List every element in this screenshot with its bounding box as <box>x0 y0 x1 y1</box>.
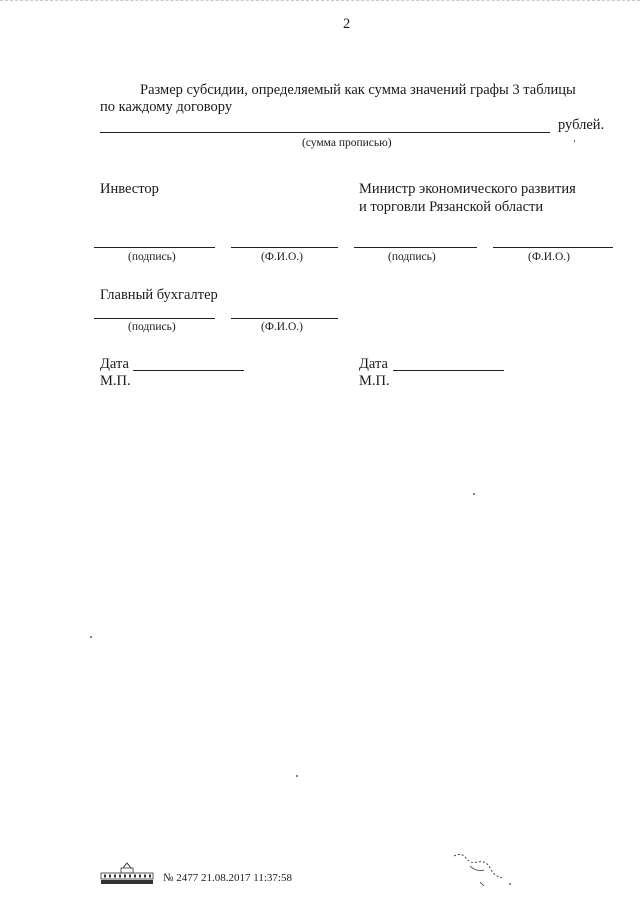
right-seal-label: М.П. <box>359 373 390 389</box>
accountant-signature-line <box>94 318 215 319</box>
subsidy-text-line1: Размер субсидии, определяемый как сумма значений графы 3 таблицы <box>140 82 576 98</box>
investor-signature-caption: (подпись) <box>128 251 176 263</box>
right-date-line <box>393 370 504 371</box>
minister-signature-caption: (подпись) <box>388 251 436 263</box>
scan-speck <box>296 775 298 777</box>
registry-logo-icon <box>99 862 155 886</box>
minister-name-line <box>493 247 613 248</box>
subsidy-text-line2: по каждому договору <box>100 99 233 115</box>
minister-title-line2: и торговли Рязанской области <box>359 199 544 215</box>
scan-speck <box>473 493 475 495</box>
subsidy-caption: (сумма прописью) <box>302 137 392 149</box>
scan-edge <box>0 0 640 9</box>
scan-speck <box>574 140 575 142</box>
minister-title-line1: Министр экономического развития <box>359 181 576 197</box>
accountant-name-caption: (Ф.И.О.) <box>261 321 303 333</box>
investor-title: Инвестор <box>100 181 159 197</box>
registration-stamp: № 2477 21.08.2017 11:37:58 <box>163 872 292 884</box>
accountant-signature-caption: (подпись) <box>128 321 176 333</box>
left-date-line <box>133 370 244 371</box>
investor-name-caption: (Ф.И.О.) <box>261 251 303 263</box>
minister-name-caption: (Ф.И.О.) <box>528 251 570 263</box>
left-date-label: Дата <box>100 356 129 372</box>
minister-signature-line <box>354 247 477 248</box>
scan-speck <box>90 636 92 638</box>
accountant-name-line <box>231 318 338 319</box>
page-number: 2 <box>343 16 351 32</box>
left-seal-label: М.П. <box>100 373 131 389</box>
right-date-label: Дата <box>359 356 388 372</box>
accountant-title: Главный бухгалтер <box>100 287 218 303</box>
subsidy-currency: рублей. <box>558 117 605 133</box>
investor-name-line <box>231 247 338 248</box>
subsidy-amount-line <box>100 132 550 133</box>
handwritten-mark-icon <box>450 848 520 896</box>
investor-signature-line <box>94 247 215 248</box>
